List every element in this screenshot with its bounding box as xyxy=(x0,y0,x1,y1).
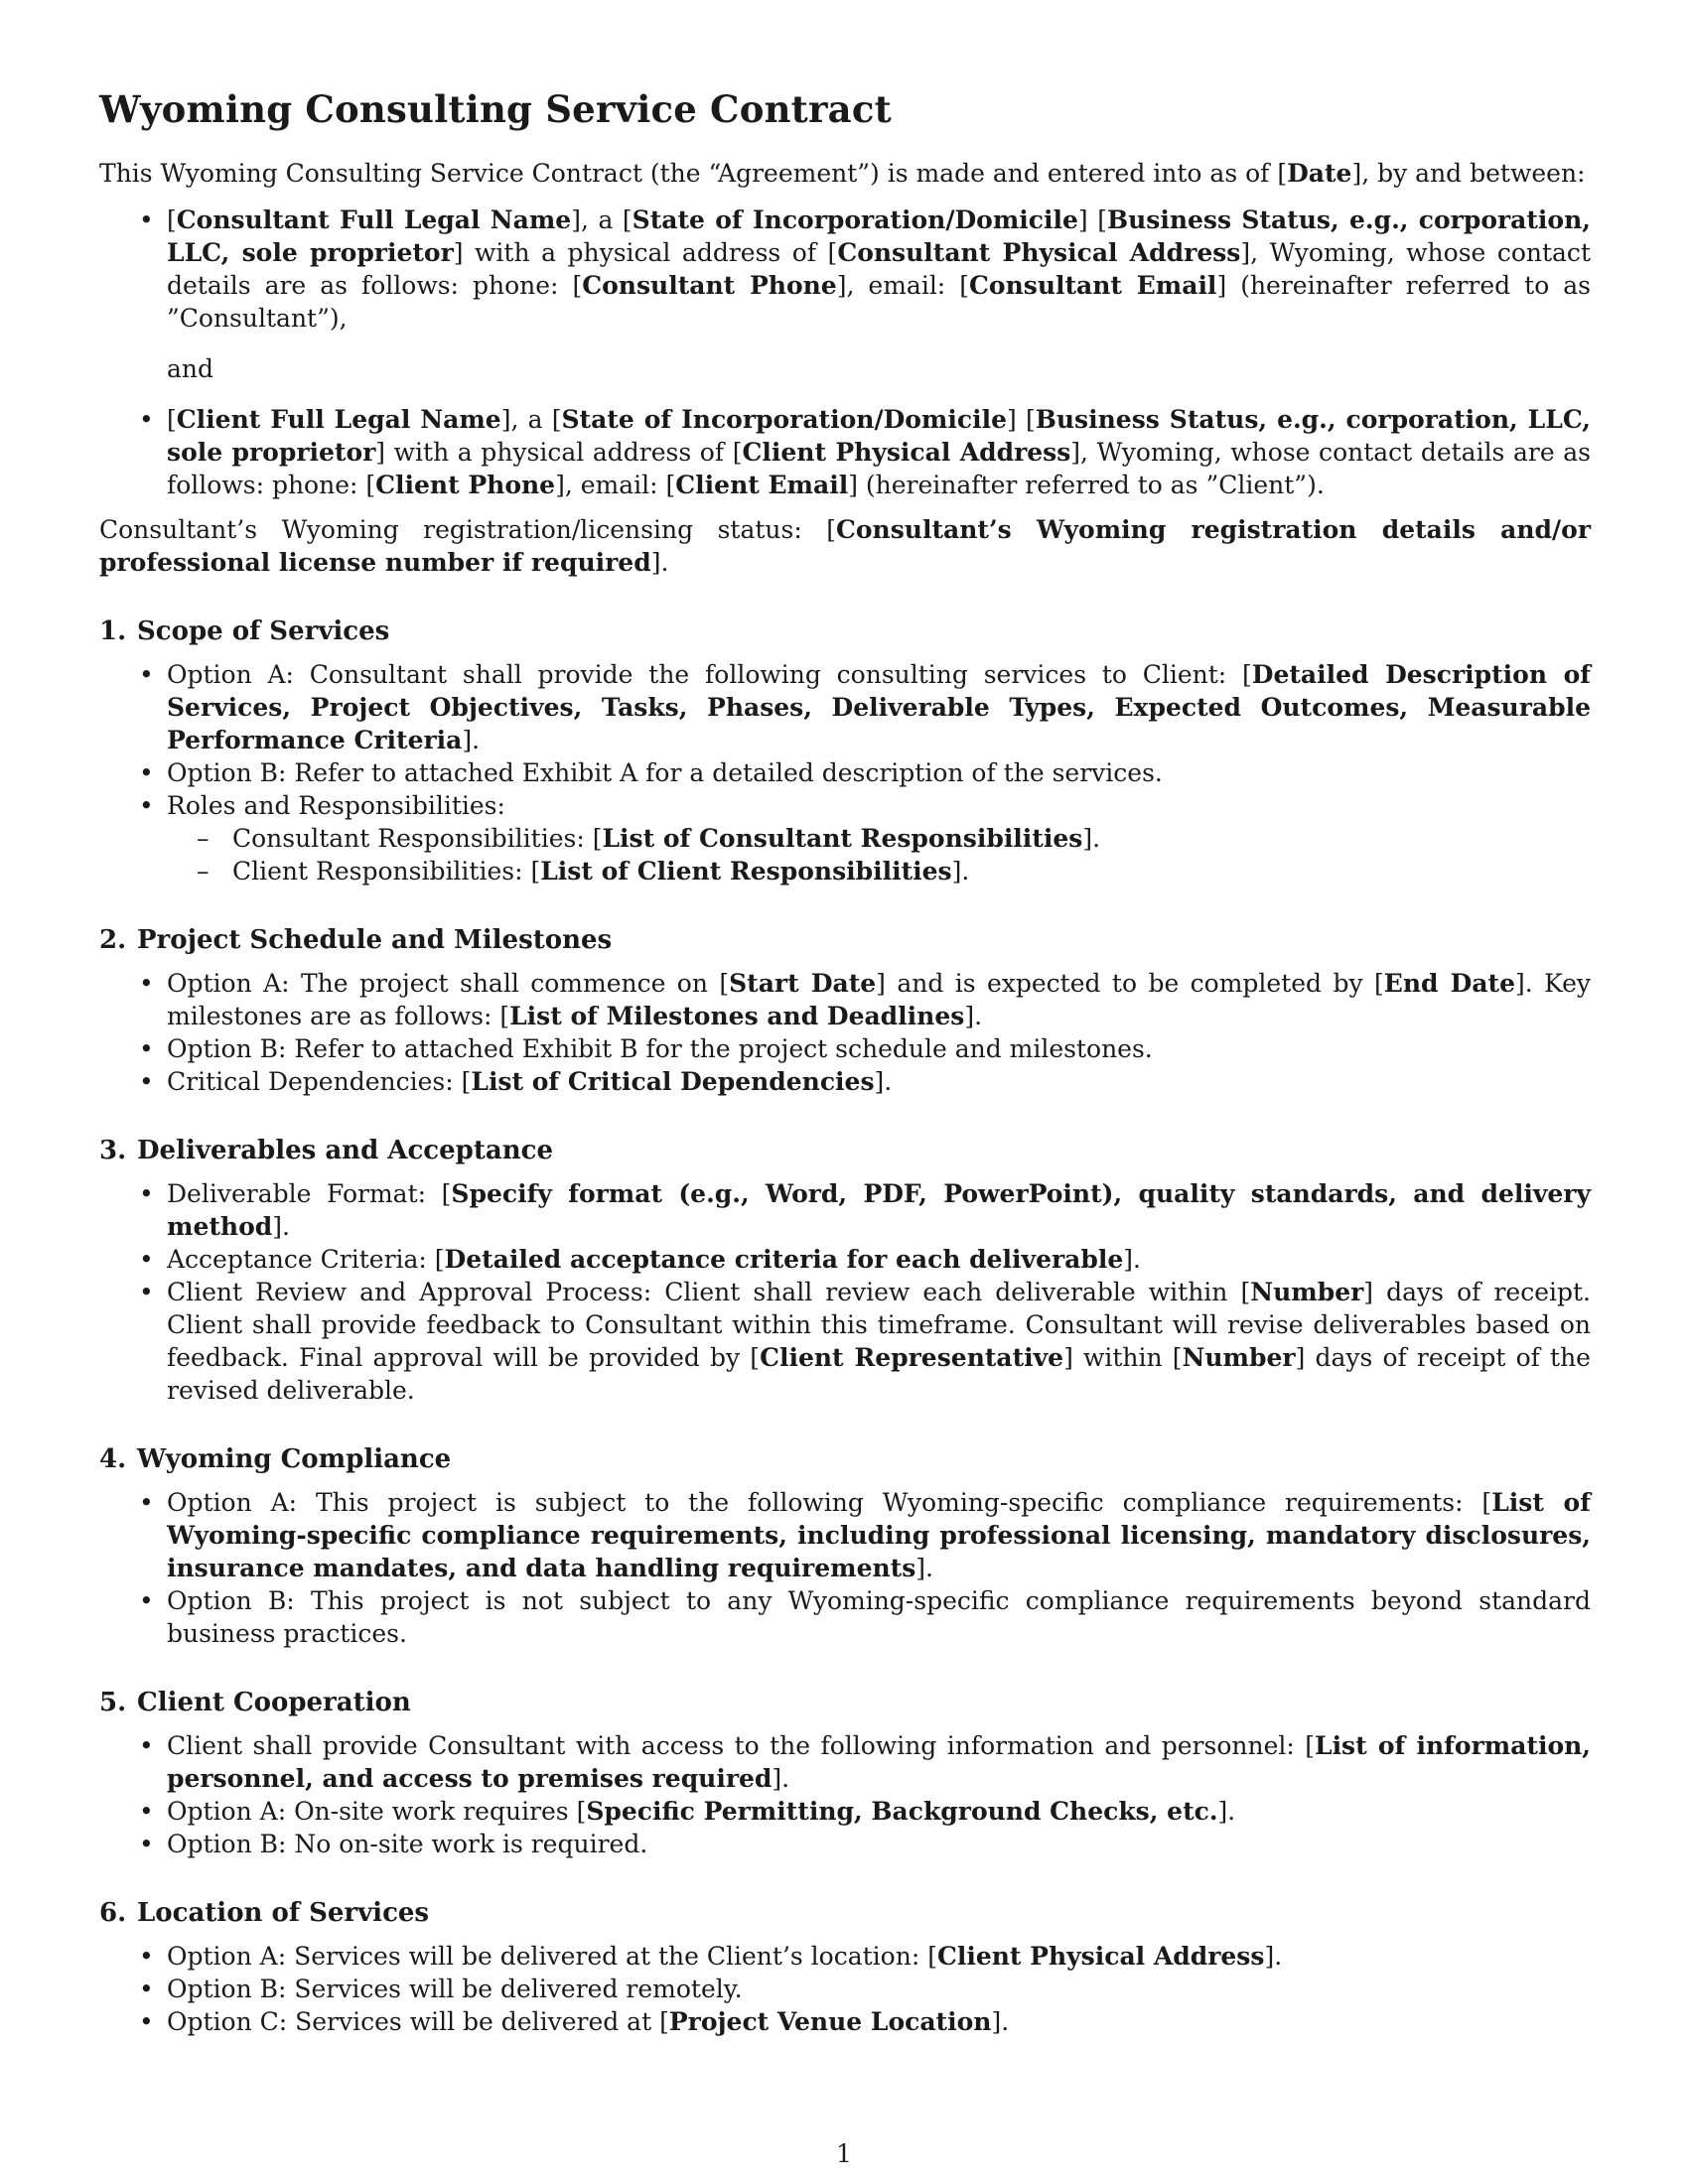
list-item: • Client Review and Approval Process: Client shall review each deliverable within [Number] days of receipt. Client shall provide feedback to Consultant within this timeframe. Consultant will revise deliverables based on feedback. Final approval will be provided by [Client Representative] within [Number] days of receipt of the revised deliverable. xyxy=(99,1276,1591,1407)
list-item: • Option B: Services will be delivered remotely. xyxy=(99,1973,1591,2005)
list-item: • Option B: This project is not subject to any Wyoming-specific compliance requirements beyond standard business practices. xyxy=(99,1584,1591,1650)
section-location-list xyxy=(99,1940,1591,2038)
document-title: Wyoming Consulting Service Contract xyxy=(99,87,892,131)
section-heading-deliverables: 3. Deliverables and Acceptance xyxy=(99,1136,553,1165)
list-item: • Option A: On-site work requires [Specific Permitting, Background Checks, etc.]. xyxy=(99,1795,1591,1828)
list-item: • Option A: This project is subject to the following Wyoming-specific compliance requirements: [List of Wyoming-specific compliance requirements, including professional licensing, mandatory disclosures, insurance mandates, and data handling requirements]. xyxy=(99,1486,1591,1584)
section-deliverables-list xyxy=(99,1177,1591,1407)
and-connector: and xyxy=(167,354,214,383)
intro-paragraph: This Wyoming Consulting Service Contract (the “Agreement”) is made and entered into as of [Date], by and between: xyxy=(99,159,1586,188)
list-item: • Critical Dependencies: [List of Critical Dependencies]. xyxy=(99,1065,1591,1098)
section-heading-schedule: 2. Project Schedule and Milestones xyxy=(99,925,613,955)
list-item: • Option C: Services will be delivered at [Project Venue Location]. xyxy=(99,2005,1591,2038)
list-item: • Client shall provide Consultant with access to the following information and personnel: [List of information, personnel, and access to premises required]. xyxy=(99,1729,1591,1795)
list-item: • Roles and Responsibilities: – Consultant Responsibilities: [List of Consultant Responsibilities]. – Client Responsibilities: [List of Client Responsibilities]. xyxy=(99,789,1591,887)
date-placeholder: Date xyxy=(1287,159,1352,188)
party-client: • [Client Full Legal Name], a [State of Incorporation/Domicile] [Business Status, e.g., corporation, LLC, sole proprietor] with a physical address of [Client Physical Address], Wyoming, whose contact details are as follows: phone: [Client Phone], email: [Client Email] (hereinafter referred to as ”Client”). xyxy=(99,403,1591,501)
list-item: • Option A: Services will be delivered at the Client’s location: [Client Physical Address]. xyxy=(99,1940,1591,1973)
list-item: • Acceptance Criteria: [Detailed acceptance criteria for each deliverable]. xyxy=(99,1243,1591,1276)
list-item: • Option B: Refer to attached Exhibit B for the project schedule and milestones. xyxy=(99,1032,1591,1065)
page-number: 1 xyxy=(836,2139,852,2168)
list-item: • Option B: Refer to attached Exhibit A for a detailed description of the services. xyxy=(99,756,1591,789)
list-item: – Client Responsibilities: [List of Client Responsibilities]. xyxy=(167,855,1591,887)
parties-list xyxy=(99,204,1591,335)
party-consultant: • [Consultant Full Legal Name], a [State of Incorporation/Domicile] [Business Status, e.g., corporation, LLC, sole proprietor] with a physical address of [Consultant Physical Address], Wyoming, whose contact details are as follows: phone: [Consultant Phone], email: [Consultant Email] (hereinafter referred to as ”Consultant”), xyxy=(99,204,1591,335)
list-item: • Option A: The project shall commence on [Start Date] and is expected to be completed by [End Date]. Key milestones are as follows: [List of Milestones and Deadlines]. xyxy=(99,967,1591,1032)
list-item: – Consultant Responsibilities: [List of Consultant Responsibilities]. xyxy=(167,822,1591,855)
parties-list-client xyxy=(99,403,1591,501)
list-item: • Option A: Consultant shall provide the following consulting services to Client: [Detailed Description of Services, Project Objectives, Tasks, Phases, Deliverable Types, Expected Outcomes, Measurable Performance Criteria]. xyxy=(99,658,1591,756)
section-compliance-list xyxy=(99,1486,1591,1650)
section-cooperation-list xyxy=(99,1729,1591,1860)
section-heading-location: 6. Location of Services xyxy=(99,1898,430,1928)
list-item: • Option B: No on-site work is required. xyxy=(99,1828,1591,1860)
registration-status: Consultant’s Wyoming registration/licensing status: [Consultant’s Wyoming registration details and/or professional license number if required]. xyxy=(99,515,1591,577)
section-heading-scope: 1. Scope of Services xyxy=(99,616,390,646)
responsibilities-list xyxy=(167,822,1591,887)
section-heading-compliance: 4. Wyoming Compliance xyxy=(99,1444,452,1474)
section-scope-list xyxy=(99,658,1591,887)
section-schedule-list xyxy=(99,967,1591,1098)
section-heading-cooperation: 5. Client Cooperation xyxy=(99,1688,411,1717)
list-item: • Deliverable Format: [Specify format (e.g., Word, PDF, PowerPoint), quality standards, and delivery method]. xyxy=(99,1177,1591,1243)
